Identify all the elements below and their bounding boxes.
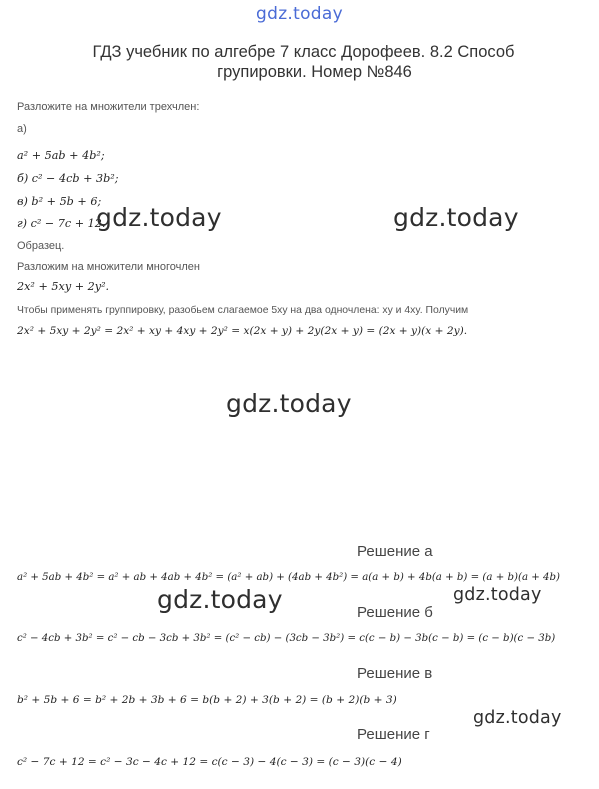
task-intro: Разложите на множители трехчлен: bbox=[17, 101, 200, 113]
solution-a-equation: a² + 5ab + 4b² = a² + ab + 4ab + 4b² = (a² + ab) + (4ab + 4b²) = a(a + b) + 4b(a + b) = (a + b)(a + 4b) bbox=[17, 572, 561, 583]
solution-v-equation: b² + 5b + 6 = b² + 2b + 3b + 6 = b(b + 2) + 3(b + 2) = (b + 2)(b + 3) bbox=[17, 694, 397, 706]
solution-v-title: Решение в bbox=[357, 665, 433, 682]
solution-g-equation: c² − 7c + 12 = c² − 3c − 4c + 12 = c(c − 3) − 4(c − 3) = (c − 3)(c − 4) bbox=[17, 756, 402, 768]
watermark: gdz.today bbox=[393, 203, 519, 232]
page-title-line-1: ГДЗ учебник по алгебре 7 класс Дорофеев. 8.2 Способ bbox=[92, 43, 515, 61]
page-title bbox=[0, 42, 599, 82]
task-item-a-expression: a² + 5ab + 4b²; bbox=[17, 149, 105, 162]
task-item-g: г) c² − 7c + 12. bbox=[17, 217, 106, 230]
watermark: gdz.today bbox=[96, 203, 222, 232]
example-explanation: Чтобы применять группировку, разобьем слагаемое 5xy на два одночлена: xy и 4xy. Получим bbox=[17, 305, 469, 316]
solution-g-title: Решение г bbox=[357, 726, 430, 743]
example-result: 2x² + 5xy + 2y² = 2x² + xy + 4xy + 2y² = x(2x + y) + 2y(2x + y) = (2x + y)(x + 2y). bbox=[17, 325, 468, 337]
solution-a-title: Решение а bbox=[357, 543, 433, 560]
task-item-b: б) c² − 4cb + 3b²; bbox=[17, 172, 119, 185]
example-polynomial: 2x² + 5xy + 2y². bbox=[17, 280, 110, 293]
task-item-v: в) b² + 5b + 6; bbox=[17, 195, 102, 208]
watermark: gdz.today bbox=[473, 708, 562, 728]
example-label: Образец. bbox=[17, 240, 65, 252]
task-item-a-label: а) bbox=[17, 123, 27, 135]
watermark: gdz.today bbox=[157, 585, 283, 614]
watermark: gdz.today bbox=[453, 585, 542, 605]
watermark: gdz.today bbox=[226, 389, 352, 418]
solution-b-title: Решение б bbox=[357, 604, 433, 621]
site-logo[interactable]: gdz.today bbox=[256, 4, 343, 24]
page-title-line-2: групировки. Номер №846 bbox=[217, 63, 412, 81]
solution-b-equation: c² − 4cb + 3b² = c² − cb − 3cb + 3b² = (c² − cb) − (3cb − 3b²) = c(c − b) − 3b(c − b) = (c − b)(c − 3b) bbox=[17, 633, 556, 644]
example-instruction: Разложим на множители многочлен bbox=[17, 261, 200, 273]
